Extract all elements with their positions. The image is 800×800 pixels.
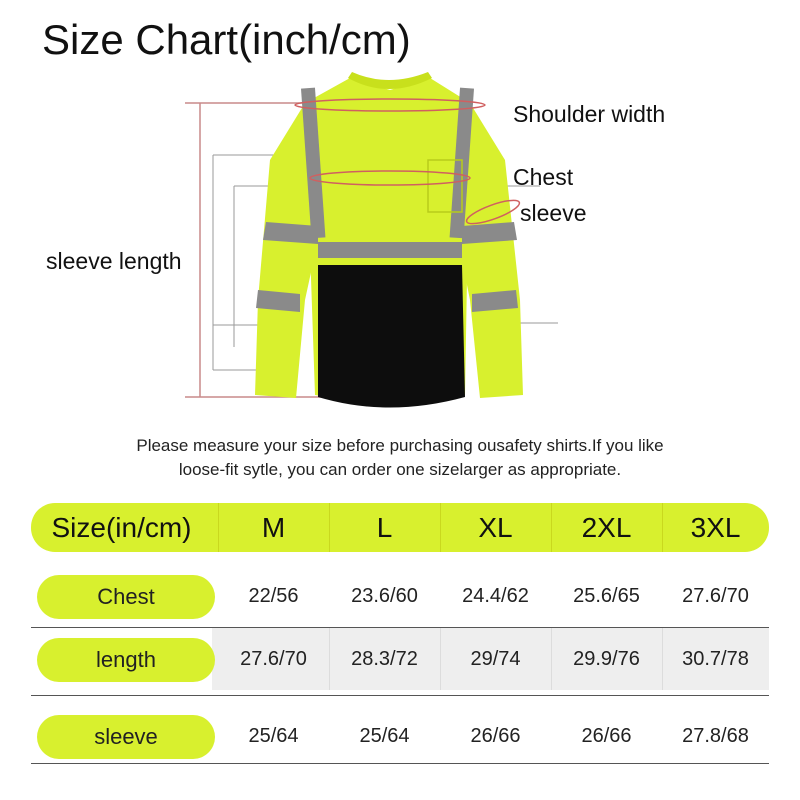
table-cell: 26/66	[581, 725, 632, 747]
shoulder-width-label: Shoulder width	[513, 101, 666, 127]
row-label-sleeve: sleeve	[37, 715, 215, 759]
measure-notice	[60, 434, 740, 482]
header-size-2xl: 2XL	[581, 512, 632, 543]
table-cell: 22/56	[248, 585, 299, 607]
header-size-xl: XL	[478, 512, 513, 543]
table-cell: 28.3/72	[351, 648, 418, 670]
table-row-chest	[31, 565, 769, 627]
header-size-label: Size(in/cm)	[51, 512, 192, 543]
row-label-chest: Chest	[37, 575, 215, 619]
table-row-sleeve	[31, 705, 769, 767]
header-size-m: M	[261, 512, 286, 543]
page-title: Size Chart(inch/cm)	[42, 16, 411, 63]
notice-line-1: Please measure your size before purchasing ousafety shirts.If you like	[136, 436, 664, 455]
sleeve-length-label: sleeve length	[46, 248, 182, 274]
row-divider	[31, 695, 769, 696]
chest-label: Chest	[513, 164, 574, 190]
table-cell: 30.7/78	[682, 648, 749, 670]
table-row-length	[31, 628, 769, 690]
header-size-3xl: 3XL	[690, 512, 741, 543]
sleeve-label: sleeve	[520, 200, 587, 226]
table-cell: 26/66	[470, 725, 521, 747]
table-cell: 23.6/60	[351, 585, 418, 607]
table-cell: 24.4/62	[462, 585, 529, 607]
table-cell: 27.6/70	[240, 648, 307, 670]
header-size-l: L	[376, 512, 393, 543]
table-cell: 27.8/68	[682, 725, 749, 747]
table-cell: 25/64	[359, 725, 410, 747]
table-cell: 29/74	[470, 648, 521, 670]
row-label-length: length	[37, 638, 215, 682]
notice-line-2: loose-fit sytle, you can order one sizelarger as appropriate.	[178, 460, 622, 479]
table-cell: 25.6/65	[573, 585, 640, 607]
row-divider	[31, 763, 769, 764]
table-cell: 25/64	[248, 725, 299, 747]
table-cell: 27.6/70	[682, 585, 749, 607]
table-cell: 29.9/76	[573, 648, 640, 670]
table-header	[31, 503, 769, 552]
black-panel	[318, 265, 465, 408]
